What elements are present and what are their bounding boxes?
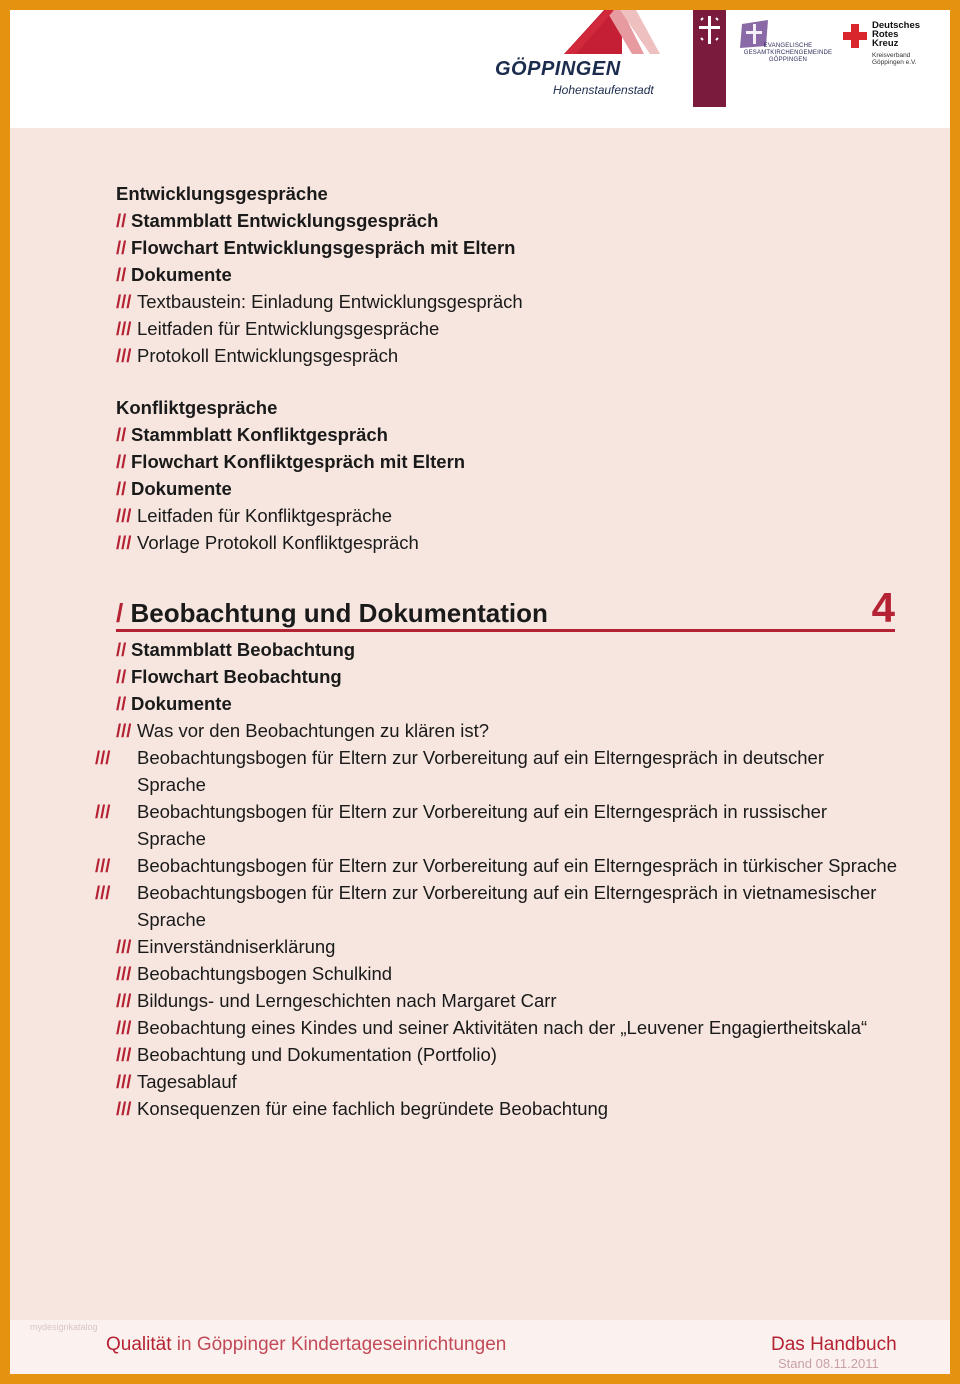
list-item: // Dokumente bbox=[116, 264, 232, 285]
list-item: /// Bildungs- und Lerngeschichten nach Margaret Carr bbox=[116, 990, 557, 1011]
chapter-title: / Beobachtung und Dokumentation bbox=[116, 598, 548, 628]
list-item: // Stammblatt Konfliktgespräch bbox=[116, 424, 388, 445]
list-item: /// Vorlage Protokoll Konfliktgespräch bbox=[116, 532, 419, 553]
list-item: /// Beobachtungsbogen für Eltern zur Vorbereitung auf ein Elterngespräch in türkischer Sprache bbox=[95, 855, 897, 876]
list-item: // Stammblatt Beobachtung bbox=[116, 639, 356, 660]
list-item: // Dokumente bbox=[116, 478, 232, 499]
list-item: /// Leitfaden für Konfliktgespräche bbox=[116, 505, 393, 526]
section-entwicklungsgespraeche bbox=[116, 180, 916, 369]
list-item: /// Beobachtungsbogen für Eltern zur Vorbereitung auf ein Elterngespräch in vietnamesischer Sprache bbox=[95, 882, 877, 930]
list-item: /// Tagesablauf bbox=[116, 1071, 237, 1092]
list-item: // Dokumente bbox=[116, 693, 232, 714]
red-cross-title: Deutsches Rotes Kreuz bbox=[872, 20, 921, 49]
list-item: /// Beobachtungsbogen für Eltern zur Vorbereitung auf ein Elterngespräch in deutscher Sprache bbox=[95, 747, 825, 795]
list-item: /// Beobachtungsbogen für Eltern zur Vorbereitung auf ein Elterngespräch in russischer Sprache bbox=[95, 801, 828, 849]
red-cross-subtitle: Kreisverband Göppingen e.V. bbox=[872, 52, 917, 66]
footer-title: Qualität in Göppinger Kindertageseinrichtungen bbox=[106, 1334, 507, 1355]
evangelical-church-text: EVANGELISCHE GESAMTKIRCHENGEMEINDE GÖPPINGEN bbox=[743, 43, 833, 63]
watermark: mydesignkatalog bbox=[30, 1322, 98, 1332]
section-title: Konfliktgespräche bbox=[116, 397, 278, 418]
list-item: // Flowchart Entwicklungsgespräch mit Eltern bbox=[116, 237, 516, 258]
list-item: /// Beobachtung eines Kindes und seiner Aktivitäten nach der „Leuvener Engagiertheitskala“ bbox=[116, 1017, 868, 1038]
chapter-number: 4 bbox=[871, 584, 895, 631]
list-item: /// Beobachtungsbogen Schulkind bbox=[116, 963, 393, 984]
city-name: GÖPPINGEN bbox=[495, 58, 621, 80]
list-item: /// Textbaustein: Einladung Entwicklungsgespräch bbox=[116, 291, 523, 312]
list-item: /// Beobachtung und Dokumentation (Portfolio) bbox=[116, 1044, 497, 1065]
city-subtitle: Hohenstaufenstadt bbox=[553, 83, 654, 97]
footer-handbook: Das Handbuch bbox=[771, 1334, 897, 1355]
list-item: /// Was vor den Beobachtungen zu klären ist? bbox=[116, 720, 490, 741]
footer-date: Stand 08.11.2011 bbox=[778, 1356, 879, 1371]
caritas-logo bbox=[693, 10, 726, 107]
document-page bbox=[10, 10, 950, 1374]
chapter-heading bbox=[116, 584, 895, 632]
list-item: // Flowchart Beobachtung bbox=[116, 666, 342, 687]
list-item: /// Konsequenzen für eine fachlich begründete Beobachtung bbox=[116, 1098, 609, 1119]
list-item: /// Protokoll Entwicklungsgespräch bbox=[116, 345, 399, 366]
section-title: Entwicklungsgespräche bbox=[116, 183, 328, 204]
red-cross-icon bbox=[843, 24, 867, 48]
caritas-cross-icon bbox=[693, 10, 726, 50]
section-beobachtung bbox=[95, 636, 916, 1122]
section-konfliktgespraeche bbox=[116, 394, 916, 556]
header bbox=[10, 10, 950, 128]
list-item: // Stammblatt Entwicklungsgespräch bbox=[116, 210, 439, 231]
list-item: /// Leitfaden für Entwicklungsgespräche bbox=[116, 318, 440, 339]
list-item: /// Einverständniserklärung bbox=[116, 936, 336, 957]
list-item: // Flowchart Konfliktgespräch mit Eltern bbox=[116, 451, 466, 472]
